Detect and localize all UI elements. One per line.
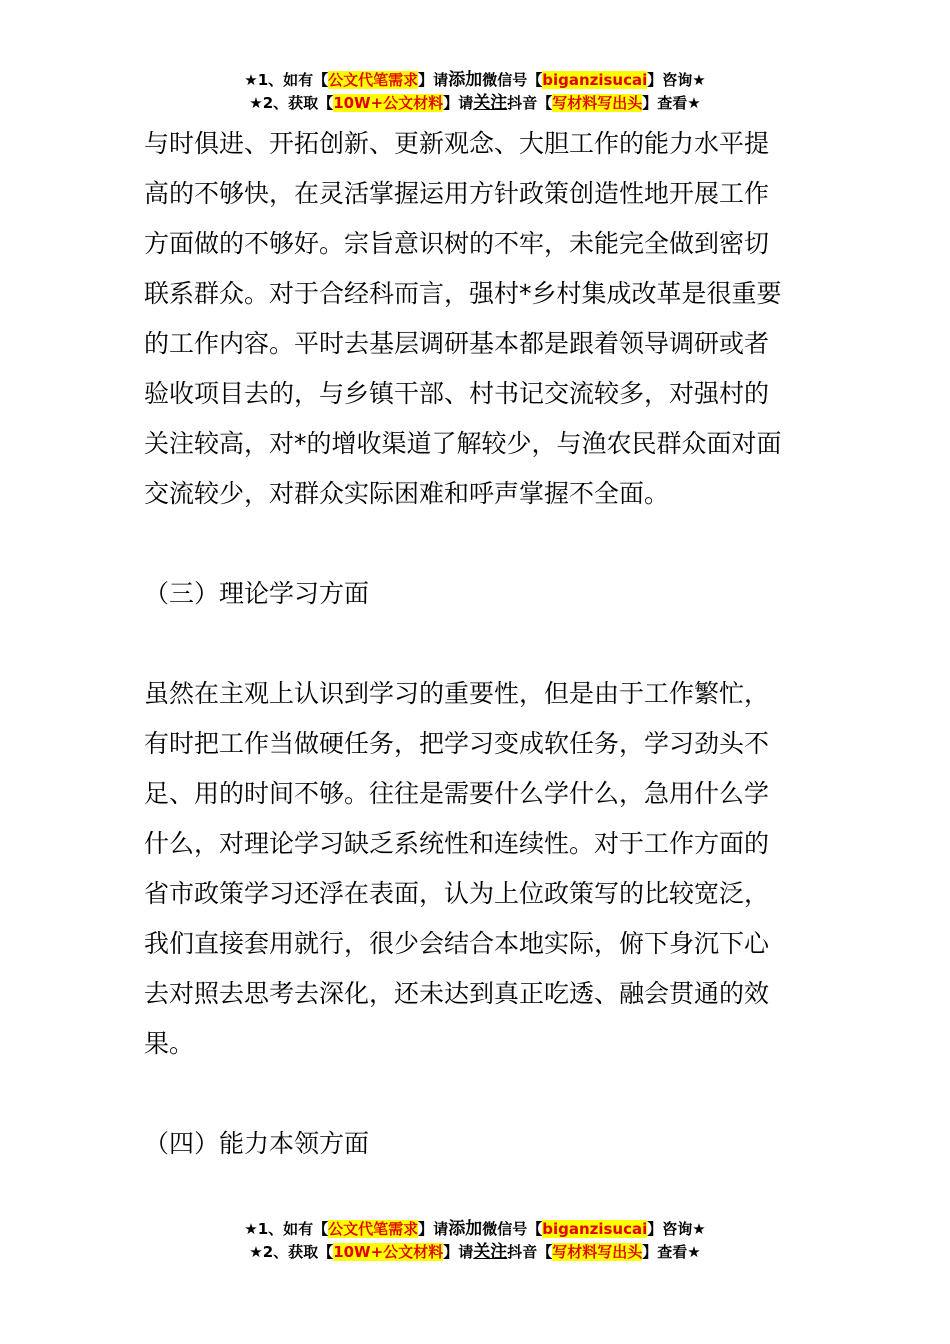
- banner-text: 微信号【: [482, 71, 543, 89]
- bottom-banner: [0, 1218, 950, 1264]
- banner-text: ★2、获取【: [249, 94, 334, 112]
- banner-line-2: [0, 92, 950, 115]
- document-body: [144, 119, 809, 1169]
- banner-highlight-materials: 10W+公文材料: [333, 94, 444, 112]
- banner-text: 抖音【: [507, 1243, 553, 1261]
- banner-text: 】咨询★: [647, 71, 706, 89]
- banner-emphasis: 添加: [448, 1219, 483, 1239]
- banner-line-1: [0, 1218, 950, 1241]
- banner-line-2: [0, 1241, 950, 1264]
- paragraph-2: 虽然在主观上认识到学习的重要性，但是由于工作繁忙， 有时把工作当做硬任务，把学习变成软任务，学习劲头不 足、用的时间不够。往往是需要什么学什么，急用什么学 什么，对理论学习缺乏系统性和连续性。对于工作方面的 省市政策学习还浮在表面，认为上位政策写的比较宽泛， 我们直接套用就行，很少会结合本地实际，俯下身沉下心 去对照去思考去深化，还未达到真正吃透、融会贯通的效 果。: [144, 679, 770, 1058]
- banner-text: 】请: [418, 71, 449, 89]
- banner-text: 】咨询★: [647, 1220, 706, 1238]
- banner-text: ★1、如有【: [244, 1220, 329, 1238]
- section-heading-3: （三）理论学习方面: [144, 579, 370, 608]
- banner-text: 】请: [418, 1220, 449, 1238]
- banner-highlight-service: 公文代笔需求: [328, 71, 419, 89]
- banner-emphasis: 添加: [448, 70, 483, 90]
- paragraph-1: 与时俱进、开拓创新、更新观念、大胆工作的能力水平提 高的不够快，在灵活掌握运用方针政策创造性地开展工作 方面做的不够好。宗旨意识树的不牢，未能完全做到密切 联系群众。对于合经科而言，强村*乡村集成改革是很重要 的工作内容。平时去基层调研基本都是跟着领导调研或者 验收项目去的，与乡镇干部、村书记交流较多，对强村的 关注较高，对*的增收渠道了解较少，与渔农民群众面对面 交流较少，对群众实际困难和呼声掌握不全面。: [144, 129, 782, 508]
- banner-text: 】请: [443, 1243, 474, 1261]
- banner-text: 微信号【: [482, 1220, 543, 1238]
- banner-highlight-wechat: biganzisucai: [542, 1220, 648, 1238]
- top-banner: [0, 69, 950, 115]
- banner-text: 】查看★: [642, 1243, 701, 1261]
- banner-emphasis: 关注: [473, 93, 508, 113]
- banner-text: 】请: [443, 94, 474, 112]
- banner-highlight-service: 公文代笔需求: [328, 1220, 419, 1238]
- banner-highlight-materials: 10W+公文材料: [333, 1243, 444, 1261]
- banner-highlight-douyin: 写材料写出头: [552, 1243, 643, 1261]
- banner-highlight-wechat: biganzisucai: [542, 71, 648, 89]
- banner-highlight-douyin: 写材料写出头: [552, 94, 643, 112]
- banner-emphasis: 关注: [473, 1242, 508, 1262]
- banner-text: ★1、如有【: [244, 71, 329, 89]
- banner-text: ★2、获取【: [249, 1243, 334, 1261]
- banner-text: 】查看★: [642, 94, 701, 112]
- banner-line-1: [0, 69, 950, 92]
- banner-text: 抖音【: [507, 94, 553, 112]
- section-heading-4: （四）能力本领方面: [144, 1129, 370, 1158]
